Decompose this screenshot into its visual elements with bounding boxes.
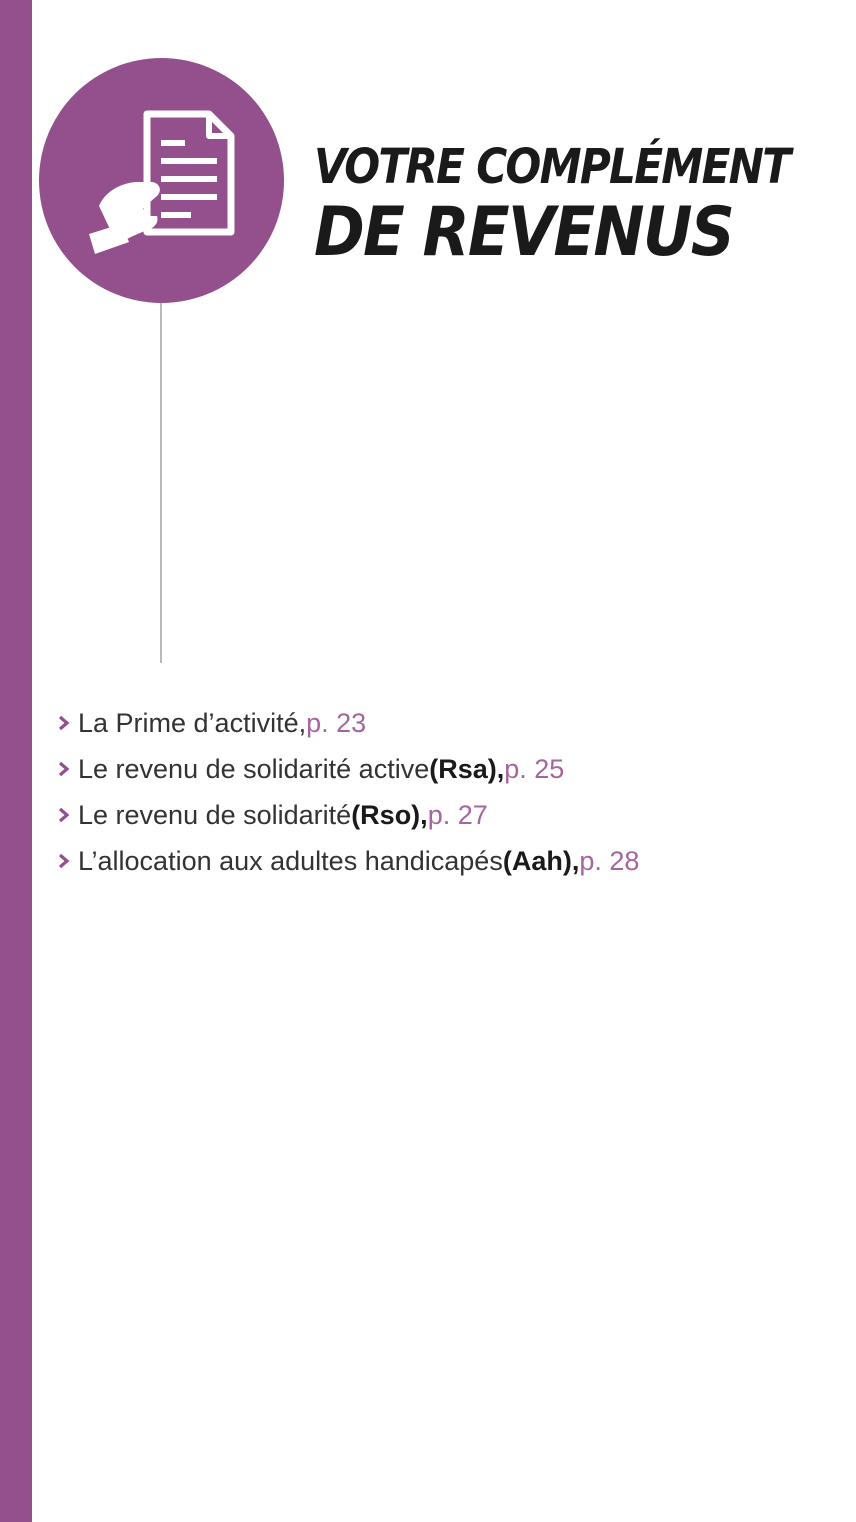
- toc-item-page-ref: p. 28: [579, 845, 640, 876]
- document-in-hand-icon: [39, 58, 284, 303]
- toc-item-abbreviation: (Rsa),: [429, 753, 505, 784]
- toc-item-abbreviation: (Aah),: [502, 845, 580, 876]
- toc-item-label: Le revenu de solidarité active: [78, 753, 430, 784]
- connector-line: [160, 303, 162, 663]
- chevron-right-icon: [58, 853, 78, 869]
- table-of-contents: [58, 700, 818, 884]
- toc-item-prime-activite[interactable]: [58, 700, 818, 746]
- toc-item-page-ref: p. 25: [504, 753, 565, 784]
- toc-item-page-ref: p. 23: [306, 707, 367, 738]
- toc-item-rso[interactable]: [58, 792, 818, 838]
- toc-item-abbreviation: (Rso),: [351, 799, 428, 830]
- toc-item-label: Le revenu de solidarité: [78, 799, 352, 830]
- page-title: [314, 139, 854, 273]
- chevron-right-icon: [58, 807, 78, 823]
- toc-item-rsa[interactable]: [58, 746, 818, 792]
- toc-item-page-ref: p. 27: [427, 799, 488, 830]
- side-accent-bar: [0, 0, 32, 1522]
- title-line-1: VOTRE COMPLÉMENT: [314, 139, 790, 196]
- toc-item-aah[interactable]: [58, 838, 818, 884]
- section-icon-badge: [39, 58, 284, 303]
- chevron-right-icon: [58, 761, 78, 777]
- chevron-right-icon: [58, 715, 78, 731]
- title-line-2: DE REVENUS: [314, 193, 734, 273]
- toc-item-label: La Prime d’activité,: [78, 707, 307, 738]
- toc-item-label: L’allocation aux adultes handicapés: [78, 845, 503, 876]
